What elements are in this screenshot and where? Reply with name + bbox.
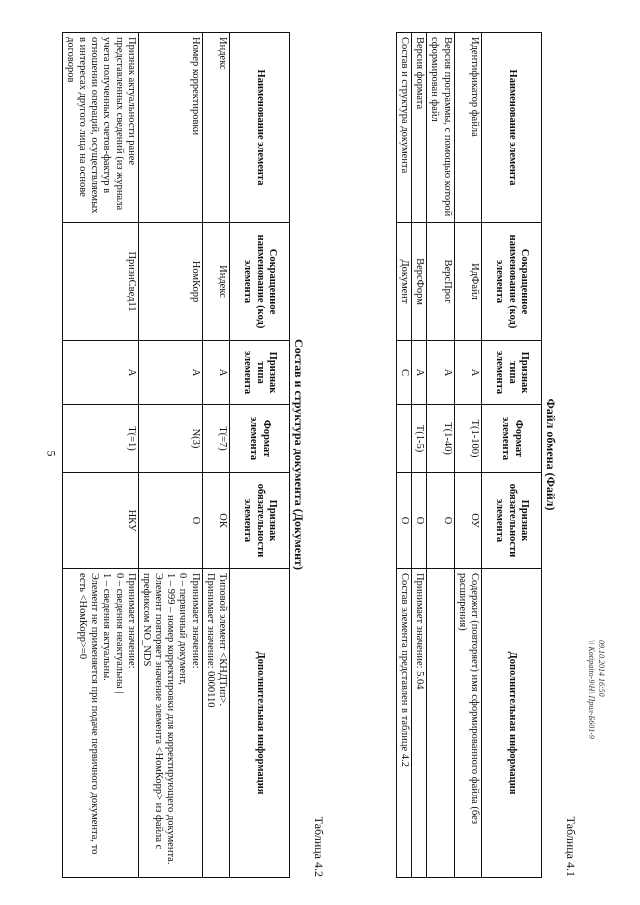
cell-format: Т(1-5) (412, 405, 427, 473)
cell-name: Признак актуальности ранее представленных сведений (из журнала учета полученных счетов-фактур в отношении операций, осуществляемых в интересах другого лица на основе договоров (62, 33, 138, 223)
cell-required: О (412, 473, 427, 569)
info-line: Принимает значение: (189, 573, 201, 669)
info-line: Принимает значение: (125, 573, 137, 669)
info-line: Элемент повторяет значение элемента <НомКорр> из файла с префиксом NO_NDS (140, 573, 165, 850)
info-line: Состав элемента представлен в таблице 4.2 (399, 573, 411, 767)
table2-header-code: Сокращенное наименование (код) элемента (230, 223, 290, 341)
info-line: 0 – первичный документ, (177, 573, 189, 686)
cell-name: Идентификатор файла (454, 33, 481, 223)
table2-header-type: Признак типа элемента (230, 341, 290, 405)
page-number: 5 (44, 450, 59, 457)
cell-code: ВерсПрог (427, 223, 454, 341)
info-line: Принимает значение: 0000110 (204, 573, 216, 708)
info-line: Типовой элемент <КНДТип>. (217, 573, 228, 706)
cell-format: Т(1-100) (454, 405, 481, 473)
cell-code: НомКорр (138, 223, 202, 341)
table1-title: Файл обмена (Файл) (544, 398, 558, 511)
cell-info (62, 569, 138, 878)
cell-required: О (427, 473, 454, 569)
cell-info (454, 569, 481, 878)
cell-info (396, 569, 411, 878)
table2-title: Состав и структура документа (Документ) (292, 339, 306, 570)
footer-date: 09.10.2014 16:50 (597, 640, 606, 697)
cell-code: Документ (396, 223, 411, 341)
table-row (427, 33, 454, 878)
table1-header-format: Формат элемента (482, 405, 542, 473)
table1-header-row (482, 33, 542, 878)
cell-name: Индекс (202, 33, 229, 223)
info-line: Принимает значение: 5.04 (414, 573, 426, 690)
cell-required: О (396, 473, 411, 569)
table1-header-code: Сокращенное наименование (код) элемента (482, 223, 542, 341)
table1-label: Таблица 4.1 (564, 816, 578, 877)
cell-required: ОУ (454, 473, 481, 569)
table2-label: Таблица 4.2 (312, 816, 326, 877)
cell-name: Номер корректировки (138, 33, 202, 223)
table2-header-format: Формат элемента (230, 405, 290, 473)
cell-required: НКУ (62, 473, 138, 569)
table-row (396, 33, 411, 878)
cell-type: А (62, 341, 138, 405)
cell-name: Состав и структура документа (396, 33, 411, 223)
table-row (202, 33, 229, 878)
cell-info (138, 569, 202, 878)
cell-type: А (202, 341, 229, 405)
cell-info (202, 569, 229, 878)
table-row (62, 33, 138, 878)
cell-format: N(3) (138, 405, 202, 473)
footer-path: \\ Kotipaito-9\H\ Прил-Б601-9 (587, 640, 596, 739)
table2-header-name: Наименование элемента (230, 33, 290, 223)
info-line: 1 – 999 – номер корректировки для корректирующего документа. (165, 573, 177, 865)
table2-header-required: Признак обязательности элемента (230, 473, 290, 569)
table1 (396, 32, 542, 878)
cell-code: ВерсФорм (412, 223, 427, 341)
table1-header-info: Дополнительная информация (482, 569, 542, 878)
table1-header-required: Признак обязательности элемента (482, 473, 542, 569)
cell-format (396, 405, 411, 473)
cell-format: Т(1-40) (427, 405, 454, 473)
table-row (412, 33, 427, 878)
cell-format: Т(=7) (202, 405, 229, 473)
cell-required: ОК (202, 473, 229, 569)
cell-name: Версия программы, с помощью которой сформирован файл (427, 33, 454, 223)
table1-header-type: Признак типа элемента (482, 341, 542, 405)
cell-required: О (138, 473, 202, 569)
info-line: 1 – сведения актуальны. (101, 573, 113, 681)
cell-type: А (412, 341, 427, 405)
cell-code: ИдФайл (454, 223, 481, 341)
cell-type: А (427, 341, 454, 405)
table1-header-name: Наименование элемента (482, 33, 542, 223)
cell-info (412, 569, 427, 878)
info-line: Элемент не применяется при подаче первичного документа, то есть <НомКорр>=0 (77, 573, 101, 855)
table-row (454, 33, 481, 878)
footer-stamp (588, 640, 628, 890)
cell-info (427, 569, 454, 878)
info-line: Содержит (повторяет) имя сформированного файла (без расширения) (456, 573, 480, 825)
table2-header-info: Дополнительная информация (230, 569, 290, 878)
cell-code: Индекс (202, 223, 229, 341)
table-row (138, 33, 202, 878)
cell-type: А (454, 341, 481, 405)
table2 (62, 32, 290, 878)
cell-name: Версия формата (412, 33, 427, 223)
table2-header-row (230, 33, 290, 878)
info-line: 0 – сведения неактуальны | (113, 573, 125, 694)
cell-type: С (396, 341, 411, 405)
cell-type: А (138, 341, 202, 405)
cell-code: ПризнСвед11 (62, 223, 138, 341)
cell-format: Т(=1) (62, 405, 138, 473)
